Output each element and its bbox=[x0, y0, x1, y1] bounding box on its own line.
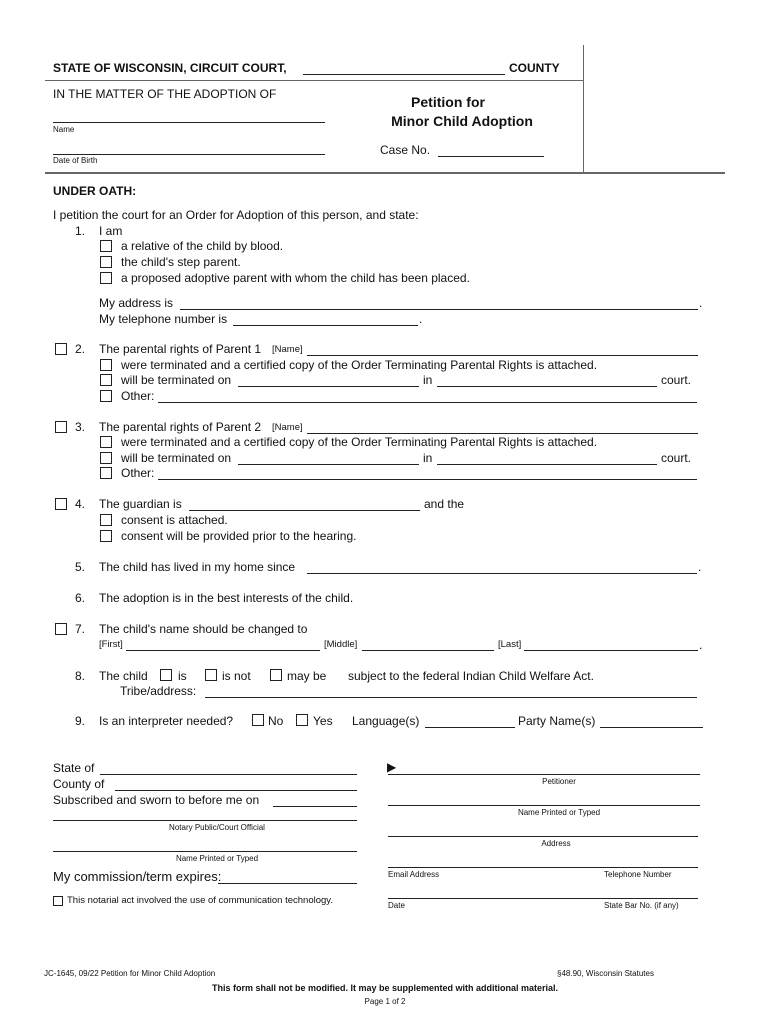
consent-attached-checkbox[interactable] bbox=[100, 514, 112, 526]
petitioner-signature-field[interactable] bbox=[388, 774, 700, 775]
date-bar-field[interactable] bbox=[388, 898, 698, 899]
notary-county-label: County of bbox=[53, 777, 105, 791]
parent1-terminated-label: were terminated and a certified copy of the Order Terminating Parental Rights is attached. bbox=[121, 358, 598, 372]
icwa-is-checkbox[interactable] bbox=[160, 669, 172, 681]
first-name-label: [First] bbox=[99, 639, 123, 650]
parent2-court-label: court. bbox=[661, 451, 692, 465]
tribe-field[interactable] bbox=[205, 697, 697, 698]
parent2-court-field[interactable] bbox=[437, 464, 657, 465]
item-7-period: . bbox=[699, 638, 703, 652]
icwa-is-label: is bbox=[178, 669, 187, 683]
language-label: Language(s) bbox=[352, 714, 420, 728]
item-4-text: The guardian is bbox=[99, 497, 182, 511]
telephone-label: Telephone Number bbox=[604, 870, 672, 879]
notary-state-label: State of bbox=[53, 761, 95, 775]
parent2-name-field[interactable] bbox=[307, 433, 698, 434]
item-5-period: . bbox=[698, 560, 702, 574]
interpreter-yes-label: Yes bbox=[313, 714, 333, 728]
relative-checkbox[interactable] bbox=[100, 240, 112, 252]
step-parent-checkbox[interactable] bbox=[100, 256, 112, 268]
parent2-will-terminate-label: will be terminated on bbox=[121, 451, 232, 465]
address-field[interactable] bbox=[180, 309, 698, 310]
name-label: Name bbox=[53, 125, 75, 134]
parent1-other-label: Other: bbox=[121, 389, 155, 403]
notary-signature-field[interactable] bbox=[53, 820, 357, 821]
sworn-label: Subscribed and sworn to before me on bbox=[53, 793, 260, 807]
parent2-other-checkbox[interactable] bbox=[100, 467, 112, 479]
lived-since-field[interactable] bbox=[307, 573, 697, 574]
item-4-checkbox[interactable] bbox=[55, 498, 67, 510]
dob-label: Date of Birth bbox=[53, 156, 98, 165]
parent1-will-terminate-checkbox[interactable] bbox=[100, 374, 112, 386]
item-9-number: 9. bbox=[75, 714, 86, 728]
header-vertical-rule bbox=[583, 45, 584, 173]
proposed-parent-checkbox[interactable] bbox=[100, 272, 112, 284]
parent1-name-field[interactable] bbox=[307, 355, 698, 356]
icwa-may-be-checkbox[interactable] bbox=[270, 669, 282, 681]
parent1-will-terminate-label: will be terminated on bbox=[121, 373, 232, 387]
parent1-terminated-checkbox[interactable] bbox=[100, 359, 112, 371]
matter-label: IN THE MATTER OF THE ADOPTION OF bbox=[53, 87, 277, 101]
item-4-number: 4. bbox=[75, 497, 86, 511]
item-6-text: The adoption is in the best interests of the child. bbox=[99, 591, 354, 605]
case-no-label: Case No. bbox=[380, 143, 431, 157]
date-label: Date bbox=[388, 901, 405, 910]
item-3-number: 3. bbox=[75, 420, 86, 434]
item-2-text: The parental rights of Parent 1 bbox=[99, 342, 262, 356]
parent1-date-field[interactable] bbox=[238, 386, 419, 387]
item-8-number: 8. bbox=[75, 669, 86, 683]
last-name-label: [Last] bbox=[498, 639, 522, 650]
first-name-field[interactable] bbox=[126, 650, 320, 651]
dob-field[interactable] bbox=[53, 154, 325, 155]
parent2-date-field[interactable] bbox=[238, 464, 419, 465]
item-3-text: The parental rights of Parent 2 bbox=[99, 420, 262, 434]
statute: §48.90, Wisconsin Statutes bbox=[557, 969, 654, 978]
phone-field[interactable] bbox=[233, 325, 418, 326]
item-7-checkbox[interactable] bbox=[55, 623, 67, 635]
notary-official-label: Notary Public/Court Official bbox=[169, 823, 265, 832]
parent1-other-field[interactable] bbox=[158, 402, 697, 403]
parent2-other-field[interactable] bbox=[158, 479, 697, 480]
page-number: Page 1 of 2 bbox=[364, 997, 406, 1006]
parent2-in-label: in bbox=[423, 451, 433, 465]
commission-field[interactable] bbox=[218, 883, 357, 884]
petitioner-address-field[interactable] bbox=[388, 836, 698, 837]
parent1-other-checkbox[interactable] bbox=[100, 390, 112, 402]
phone-period: . bbox=[419, 312, 423, 326]
item-2-checkbox[interactable] bbox=[55, 343, 67, 355]
parent2-terminated-label: were terminated and a certified copy of the Order Terminating Parental Rights is attached. bbox=[121, 435, 598, 449]
communication-tech-checkbox[interactable] bbox=[53, 896, 63, 906]
item-5-number: 5. bbox=[75, 560, 86, 574]
proposed-parent-label: a proposed adoptive parent with whom the child has been placed. bbox=[121, 271, 470, 285]
header-bottom-rule bbox=[45, 172, 725, 174]
notary-state-field[interactable] bbox=[100, 774, 357, 775]
parent2-terminated-checkbox[interactable] bbox=[100, 436, 112, 448]
intro-text: I petition the court for an Order for Adoption of this person, and state: bbox=[53, 208, 419, 222]
name-field[interactable] bbox=[53, 122, 325, 123]
item-1-number: 1. bbox=[75, 224, 86, 238]
item-2-number: 2. bbox=[75, 342, 86, 356]
notary-county-field[interactable] bbox=[115, 790, 357, 791]
item-7-number: 7. bbox=[75, 622, 86, 636]
item-5-text: The child has lived in my home since bbox=[99, 560, 296, 574]
notary-name-field[interactable] bbox=[53, 851, 357, 852]
item-3-checkbox[interactable] bbox=[55, 421, 67, 433]
communication-tech-label: This notarial act involved the use of communication technology. bbox=[67, 895, 333, 906]
item-1-text: I am bbox=[99, 224, 123, 238]
sworn-date-field[interactable] bbox=[273, 806, 357, 807]
parent2-name-label: [Name] bbox=[272, 422, 303, 433]
middle-name-label: [Middle] bbox=[324, 639, 358, 650]
parent1-court-field[interactable] bbox=[437, 386, 657, 387]
consent-later-label: consent will be provided prior to the hearing. bbox=[121, 529, 357, 543]
icwa-may-be-label: may be bbox=[287, 669, 327, 683]
petitioner-printed-label: Name Printed or Typed bbox=[517, 808, 601, 817]
address-label: My address is bbox=[99, 296, 174, 310]
parent1-name-label: [Name] bbox=[272, 344, 303, 355]
header-rule bbox=[45, 80, 583, 81]
interpreter-no-label: No bbox=[268, 714, 284, 728]
language-field[interactable] bbox=[425, 727, 515, 728]
petitioner-label: Petitioner bbox=[542, 777, 576, 786]
case-no-field[interactable] bbox=[438, 156, 544, 157]
icwa-is-not-checkbox[interactable] bbox=[205, 669, 217, 681]
guardian-and-label: and the bbox=[424, 497, 465, 511]
party-names-field[interactable] bbox=[600, 727, 703, 728]
relative-label: a relative of the child by blood. bbox=[121, 239, 284, 253]
county-label: COUNTY bbox=[509, 61, 560, 75]
address-period: . bbox=[699, 296, 703, 310]
item-9-text: Is an interpreter needed? bbox=[99, 714, 234, 728]
form-id: JC-1645, 09/22 Petition for Minor Child Adoption bbox=[44, 969, 216, 978]
petitioner-name-field[interactable] bbox=[388, 805, 700, 806]
guardian-field[interactable] bbox=[189, 510, 420, 511]
item-8-text: The child bbox=[99, 669, 148, 683]
commission-label: My commission/term expires: bbox=[53, 869, 222, 884]
parent2-other-label: Other: bbox=[121, 466, 155, 480]
email-phone-field[interactable] bbox=[388, 867, 698, 868]
interpreter-yes-checkbox[interactable] bbox=[296, 714, 308, 726]
item-7-text: The child's name should be changed to bbox=[99, 622, 308, 636]
email-label: Email Address bbox=[388, 870, 440, 879]
phone-label: My telephone number is bbox=[99, 312, 228, 326]
interpreter-no-checkbox[interactable] bbox=[252, 714, 264, 726]
item-6-number: 6. bbox=[75, 591, 86, 605]
icwa-text: subject to the federal Indian Child Welfare Act. bbox=[348, 669, 594, 683]
parent1-court-label: court. bbox=[661, 373, 692, 387]
consent-attached-label: consent is attached. bbox=[121, 513, 228, 527]
parent2-will-terminate-checkbox[interactable] bbox=[100, 452, 112, 464]
state-bar-label: State Bar No. (if any) bbox=[604, 901, 679, 910]
county-field[interactable] bbox=[303, 74, 505, 75]
notice: This form shall not be modified. It may be supplemented with additional material. bbox=[211, 983, 559, 993]
last-name-field[interactable] bbox=[524, 650, 698, 651]
parent1-in-label: in bbox=[423, 373, 433, 387]
middle-name-field[interactable] bbox=[362, 650, 494, 651]
under-oath-heading: UNDER OATH: bbox=[53, 184, 137, 198]
court-label: STATE OF WISCONSIN, CIRCUIT COURT, bbox=[53, 61, 287, 75]
signature-arrow-icon: ▶ bbox=[387, 760, 397, 774]
step-parent-label: the child's step parent. bbox=[121, 255, 241, 269]
page-title-line1: Petition for bbox=[411, 94, 485, 110]
page-title-line2: Minor Child Adoption bbox=[391, 113, 533, 129]
notary-printed-label: Name Printed or Typed bbox=[175, 854, 259, 863]
party-names-label: Party Name(s) bbox=[518, 714, 596, 728]
tribe-label: Tribe/address: bbox=[120, 684, 197, 698]
consent-later-checkbox[interactable] bbox=[100, 530, 112, 542]
icwa-is-not-label: is not bbox=[222, 669, 251, 683]
petitioner-address-label: Address bbox=[541, 839, 571, 848]
